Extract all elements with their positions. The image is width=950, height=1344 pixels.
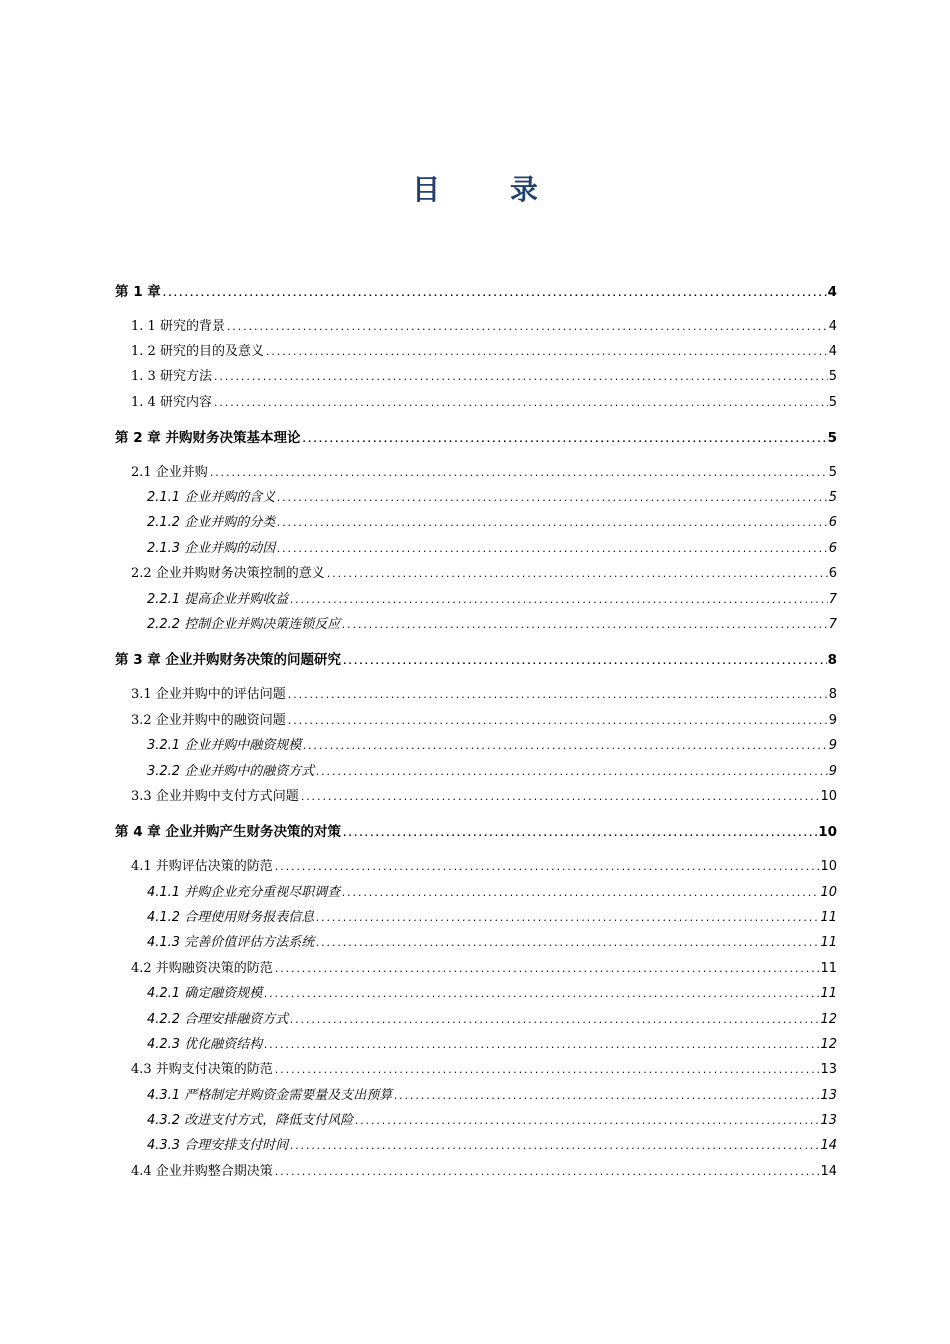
toc-entry-level3[interactable] [115,486,837,505]
toc-page-number: 13 [820,1113,837,1128]
toc-entry-level1[interactable] [115,648,837,668]
toc-entry-level2[interactable] [115,365,837,384]
dot-leader [162,289,827,299]
dot-leader [289,1016,819,1026]
toc-page-number: 5 [827,430,837,446]
dot-leader [341,621,828,631]
toc-entry-level1[interactable] [115,820,837,840]
toc-page-number: 9 [828,738,837,753]
toc-page-number: 5 [828,465,837,480]
toc-entry-label: 1. 1 研究的背景 [131,319,225,334]
toc-page-number: 11 [820,961,837,976]
toc-entry-label: 3.2.2 企业并购中的融资方式 [147,764,315,779]
toc-entry-label: 3.2.1 企业并购中融资规模 [147,738,302,753]
toc-entry-level2[interactable] [115,785,837,804]
dot-leader [265,348,828,358]
toc-entry-label: 2.1 企业并购 [131,465,208,480]
toc-page-number: 6 [828,541,837,556]
toc-entry-level2[interactable] [115,391,837,410]
toc-entry-label: 4.2.2 合理安排融资方式 [147,1012,289,1027]
toc-entry-label: 第 4 章 企业并购产生财务决策的对策 [115,824,341,840]
toc-entry-level3[interactable] [115,613,837,632]
toc-title: 目 录 [412,173,568,206]
toc-entry-label: 4.3.2 改进支付方式，降低支付风险 [147,1113,354,1128]
dot-leader [213,399,828,409]
toc-entry-level3[interactable] [115,1008,837,1027]
toc-entry-label: 1. 2 研究的目的及意义 [131,344,264,359]
toc-page-number: 10 [820,885,837,900]
toc-page-number: 6 [828,515,837,530]
toc-entry-level3[interactable] [115,1084,837,1103]
toc-entry-label: 4.2.3 优化融资结构 [147,1037,263,1052]
toc-page-number: 4 [828,319,837,334]
toc-page-number: 5 [828,395,837,410]
dot-leader [263,1041,819,1051]
toc-entry-label: 4.1.1 并购企业充分重视尽职调查 [147,885,341,900]
toc-entry-label: 2.2.1 提高企业并购收益 [147,592,289,607]
toc-entry-label: 4.2.1 确定融资规模 [147,986,263,1001]
toc-page-number: 11 [820,986,837,1001]
toc-entry-level3[interactable] [115,1134,837,1153]
dot-leader [302,435,827,445]
toc-page-number: 12 [820,1012,837,1027]
toc-page-number: 8 [828,687,837,702]
toc-page-number: 4 [827,284,837,300]
toc-page-number: 10 [818,824,837,840]
toc-entry-label: 第 2 章 并购财务决策基本理论 [115,430,301,446]
toc-entry-level3[interactable] [115,931,837,950]
toc-entry-level3[interactable] [115,906,837,925]
toc-page-number: 10 [820,789,837,804]
toc-entry-label: 4.1.3 完善价值评估方法系统 [147,935,315,950]
toc-page-number: 6 [828,566,837,581]
dot-leader [354,1117,819,1127]
toc-page-number: 9 [828,713,837,728]
toc-entry-label: 4.3.3 合理安排支付时间 [147,1138,289,1153]
toc-entry-level2[interactable] [115,1160,837,1179]
dot-leader [393,1092,819,1102]
toc-entry-level1[interactable] [115,426,837,446]
toc-entry-level2[interactable] [115,340,837,359]
toc-entry-level2[interactable] [115,855,837,874]
dot-leader [287,717,828,727]
toc-entry-label: 2.1.2 企业并购的分类 [147,515,276,530]
toc-entry-level2[interactable] [115,1058,837,1077]
toc-page-number: 13 [820,1062,837,1077]
dot-leader [326,570,828,580]
dot-leader [276,494,828,504]
toc-entry-level3[interactable] [115,760,837,779]
toc-page-number: 4 [828,344,837,359]
toc-entry-level2[interactable] [115,683,837,702]
dot-leader [289,1142,819,1152]
dot-leader [274,965,820,975]
toc-entry-label: 2.1.1 企业并购的含义 [147,490,276,505]
toc-page-number: 12 [820,1037,837,1052]
dot-leader [263,990,819,1000]
toc-entry-level3[interactable] [115,881,837,900]
toc-entry-label: 2.2.2 控制企业并购决策连锁反应 [147,617,341,632]
toc-page-number: 8 [827,652,837,668]
toc-entry-label: 4.3.1 严格制定并购资金需要量及支出预算 [147,1088,393,1103]
dot-leader [209,469,828,479]
dot-leader [315,768,828,778]
toc-entry-level2[interactable] [115,461,837,480]
toc-entry-label: 4.3 并购支付决策的防范 [131,1062,273,1077]
toc-entry-label: 1. 4 研究内容 [131,395,212,410]
toc-entry-label: 3.2 企业并购中的融资问题 [131,713,286,728]
dot-leader [274,1168,820,1178]
toc-entry-label: 第 3 章 企业并购财务决策的问题研究 [115,652,341,668]
dot-leader [342,657,827,667]
dot-leader [274,1066,820,1076]
dot-leader [302,742,828,752]
dot-leader [342,829,817,839]
dot-leader [276,545,828,555]
toc-entry-level3[interactable] [115,588,837,607]
toc-entry-label: 第 1 章 [115,284,161,300]
toc-page-number: 14 [820,1138,837,1153]
toc-page-number: 5 [828,490,837,505]
toc-page-number: 10 [820,859,837,874]
toc-entry-level3[interactable] [115,1033,837,1052]
toc-page-number: 14 [820,1164,837,1179]
dot-leader [276,519,828,529]
toc-entry-level3[interactable] [115,982,837,1001]
toc-page-number: 13 [820,1088,837,1103]
dot-leader [315,914,819,924]
toc-entry-label: 3.3 企业并购中支付方式问题 [131,789,299,804]
dot-leader [315,939,819,949]
toc-entry-level3[interactable] [115,537,837,556]
dot-leader [213,373,828,383]
dot-leader [300,793,820,803]
toc-page-number: 11 [820,935,837,950]
toc-entry-level3[interactable] [115,511,837,530]
toc-page-number: 9 [828,764,837,779]
toc-entry-label: 4.4 企业并购整合期决策 [131,1164,273,1179]
dot-leader [287,691,828,701]
toc-entry-level2[interactable] [115,709,837,728]
toc-entry-label: 3.1 企业并购中的评估问题 [131,687,286,702]
toc-entry-label: 1. 3 研究方法 [131,369,212,384]
dot-leader [274,863,820,873]
toc-entry-level2[interactable] [115,315,837,334]
toc-entry-level1[interactable] [115,280,837,300]
toc-page-number: 11 [820,910,837,925]
toc-page-number: 5 [828,369,837,384]
toc-entry-label: 4.1 并购评估决策的防范 [131,859,273,874]
toc-entry-label: 2.2 企业并购财务决策控制的意义 [131,566,325,581]
toc-page-number: 7 [828,617,837,632]
toc-page-number: 7 [828,592,837,607]
toc-entry-level2[interactable] [115,562,837,581]
dot-leader [289,596,828,606]
toc-entry-label: 2.1.3 企业并购的动因 [147,541,276,556]
toc-entry-level3[interactable] [115,734,837,753]
toc-entry-level3[interactable] [115,1109,837,1128]
toc-entry-level2[interactable] [115,957,837,976]
dot-leader [341,889,819,899]
toc-entry-label: 4.2 并购融资决策的防范 [131,961,273,976]
dot-leader [226,323,828,333]
toc-entry-label: 4.1.2 合理使用财务报表信息 [147,910,315,925]
